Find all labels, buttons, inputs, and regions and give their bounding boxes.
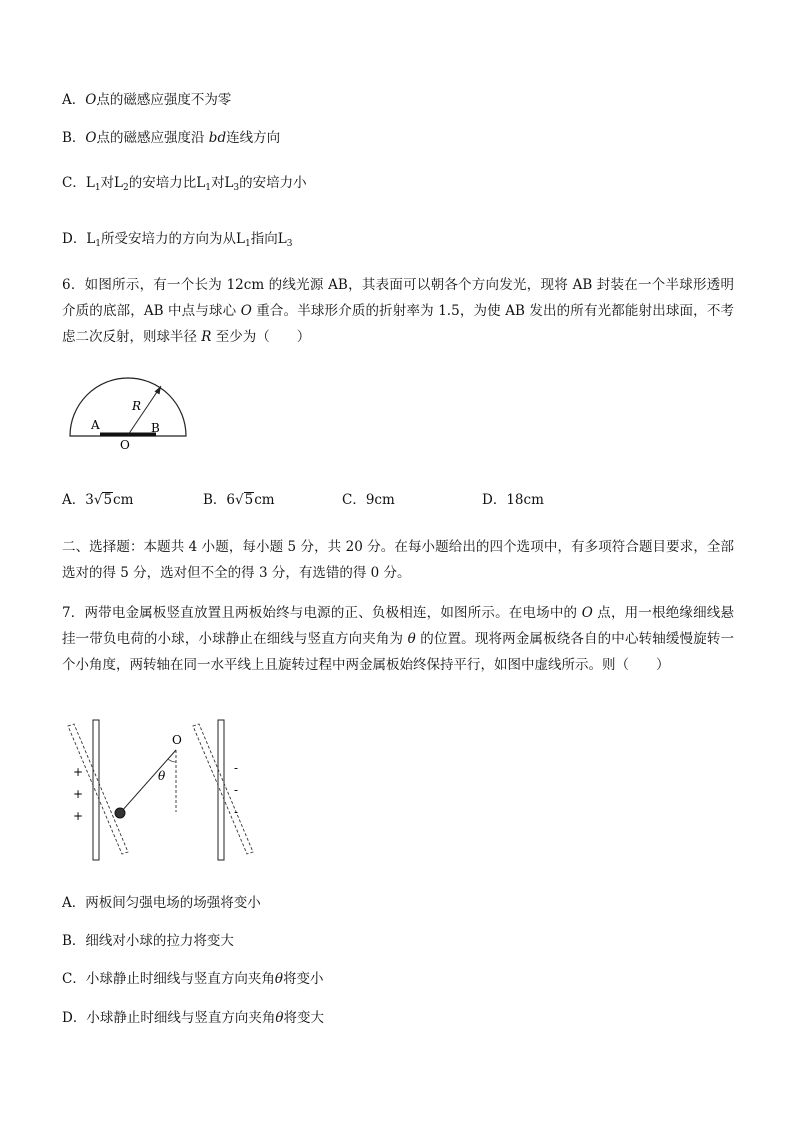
plus-sign: + (73, 787, 84, 801)
radius-arrowhead (155, 386, 162, 395)
right-plate (218, 720, 224, 860)
label-theta: θ (158, 769, 166, 783)
q6-stem: 6．如图所示，有一个长为 12cm 的线光源 AB，其表面可以朝各个方向发光，现将 AB 封装在一个半球形透明介质的底部，AB 中点与球心 O 重合。半球形介质的折射率为 1.5，为使 AB 发出的所有光都能射出球面，不考虑二次反射，则球半径 R 至少为（ ） (62, 277, 734, 345)
q7-capacitor-figure (62, 712, 262, 872)
q6-hemisphere-figure (62, 370, 202, 455)
q5-option-c: C．$L_1$对$L_2$的安培力比$L_1$对$L_3$的安培力小 (62, 175, 307, 193)
q6-option-a: A．3√5cm (62, 492, 134, 508)
hemisphere-outline (70, 378, 186, 436)
section-2-instructions: 二、选择题：本题共 4 小题，每小题 5 分，共 20 分。在每小题给出的四个选项中，有多项符合题目要求，全部选对的得 5 分，选对但不全的得 3 分，有选错的得 0 分。 (62, 539, 734, 581)
minus-sign: - (234, 783, 239, 797)
label-a: A (91, 418, 100, 432)
q6-option-d: D．18cm (482, 492, 544, 508)
left-plate (93, 720, 99, 860)
label-b: B (151, 421, 160, 435)
q7-stem: 7．两带电金属板竖直放置且两板始终与电源的正、负极相连，如图所示。在电场中的 O 点，用一根绝缘细线悬挂一带负电荷的小球，小球静止在细线与竖直方向夹角为 θ 的位置。现将两金属板绕各自的中心转轴缓慢旋转一个小角度，两转轴在同一水平线上且旋转过程中两金属板始终保持平行，如图中虚线所示。则（ ） (62, 605, 734, 673)
q6-option-b: B．6√5cm (203, 492, 275, 508)
label-o: O (172, 733, 182, 747)
q5-option-a: A．O点的磁感应强度不为零 (62, 92, 232, 108)
q7-option-c: C．小球静止时细线与竖直方向夹角θ将变小 (62, 971, 324, 987)
label-o: O (120, 438, 130, 452)
plus-sign: + (73, 809, 84, 823)
label-r: R (132, 399, 142, 413)
q5-option-d: D．$L_1$所受安培力的方向为从$L_1$指向$L_3$ (62, 231, 293, 249)
minus-sign: - (234, 805, 239, 819)
charged-ball (115, 808, 125, 818)
q7-option-d: D．小球静止时细线与竖直方向夹角θ将变大 (62, 1010, 324, 1026)
sqrt-symbol: √ (93, 492, 103, 508)
minus-sign: - (234, 761, 239, 775)
angle-arc (168, 759, 176, 762)
q6-option-c: C．9cm (342, 492, 395, 508)
q5-option-b: B．O点的磁感应强度沿 bd连线方向 (62, 130, 281, 146)
q7-option-a: A．两板间匀强电场的场强将变小 (62, 895, 261, 911)
sqrt-symbol: √ (235, 492, 244, 508)
plus-sign: + (73, 765, 84, 779)
q7-option-b: B．细线对小球的拉力将变大 (62, 933, 234, 949)
